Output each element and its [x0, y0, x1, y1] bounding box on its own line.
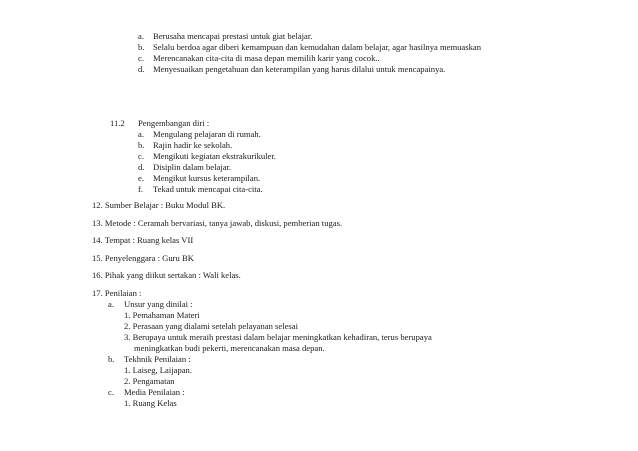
list-marker: d. [138, 64, 145, 74]
list-item: Mengikut kursus keterampilan. [153, 173, 261, 183]
subsection-title: Unsur yang dinilai : [124, 299, 193, 309]
list-item: Berusaha mencapai prestasi untuk giat belajar. [153, 31, 313, 41]
section-13-metode: 13. Metode : Ceramah bervariasi, tanya jawab, diskusi, pemberian tugas. [92, 218, 343, 228]
list-marker: b. [108, 354, 115, 364]
section-title: Pengembangan diri : [138, 118, 210, 128]
section-number: 11.2 [110, 118, 125, 128]
list-marker: a. [138, 129, 144, 139]
list-item: 1. Pemahaman Materi [124, 310, 200, 320]
list-marker: e. [138, 173, 144, 183]
section-15-penyelenggara: 15. Penyelenggara : Guru BK [92, 253, 194, 263]
list-marker: f. [138, 184, 144, 194]
section-16-pihak: 16. Pihak yang diikut sertakan : Wali kelas. [92, 270, 241, 280]
list-item: Selalu berdoa agar diberi kemampuan dan kemudahan dalam belajar, agar hasilnya memuaskan [153, 42, 481, 52]
list-marker: b. [138, 140, 145, 150]
list-item: Menyesuaikan pengetahuan dan keterampilan yang harus dilalui untuk mencapainya. [153, 64, 446, 74]
list-item: 1. Laiseg, Laijapan. [124, 365, 193, 375]
list-marker: d. [138, 162, 145, 172]
list-item: Tekad untuk mencapai cita-cita. [153, 184, 263, 194]
list-item: Mengikuti kegiatan ekstrakurikuler. [153, 151, 276, 161]
subsection-title: Tekhnik Penilaian : [124, 354, 191, 364]
section-12-sumber-belajar: 12. Sumber Belajar : Buku Modul BK. [92, 200, 226, 210]
list-item: Mengulang pelajaran di rumah. [153, 129, 261, 139]
list-marker: b. [138, 42, 145, 52]
list-item: Merencanakan cita-cita di masa depan memilih karir yang cocok.. [153, 53, 380, 63]
list-item: Disiplin dalam belajar. [153, 162, 232, 172]
list-item-continuation: meningkatkan budi pekerti, merencanakan masa depan. [134, 343, 325, 353]
list-marker: c. [108, 387, 114, 397]
list-marker: c. [138, 53, 144, 63]
list-item: 2. Perasaan yang dialami setelah pelayanan selesai [124, 321, 298, 331]
list-marker: a. [138, 31, 144, 41]
subsection-title: Media Penilaian : [124, 387, 185, 397]
list-item: Rajin hadir ke sekolah. [153, 140, 233, 150]
section-14-tempat: 14. Tempat : Ruang kelas VII [92, 235, 194, 245]
list-marker: c. [138, 151, 144, 161]
list-marker: a. [108, 299, 114, 309]
section-17-penilaian: 17. Penilaian : [92, 288, 142, 298]
list-item: 2. Pengamatan [124, 376, 175, 386]
list-item: 3. Berupaya untuk meraih prestasi dalam belajar meningkatkan kehadiran, terus berupaya [124, 332, 432, 342]
list-item: 1. Ruang Kelas [124, 398, 177, 408]
